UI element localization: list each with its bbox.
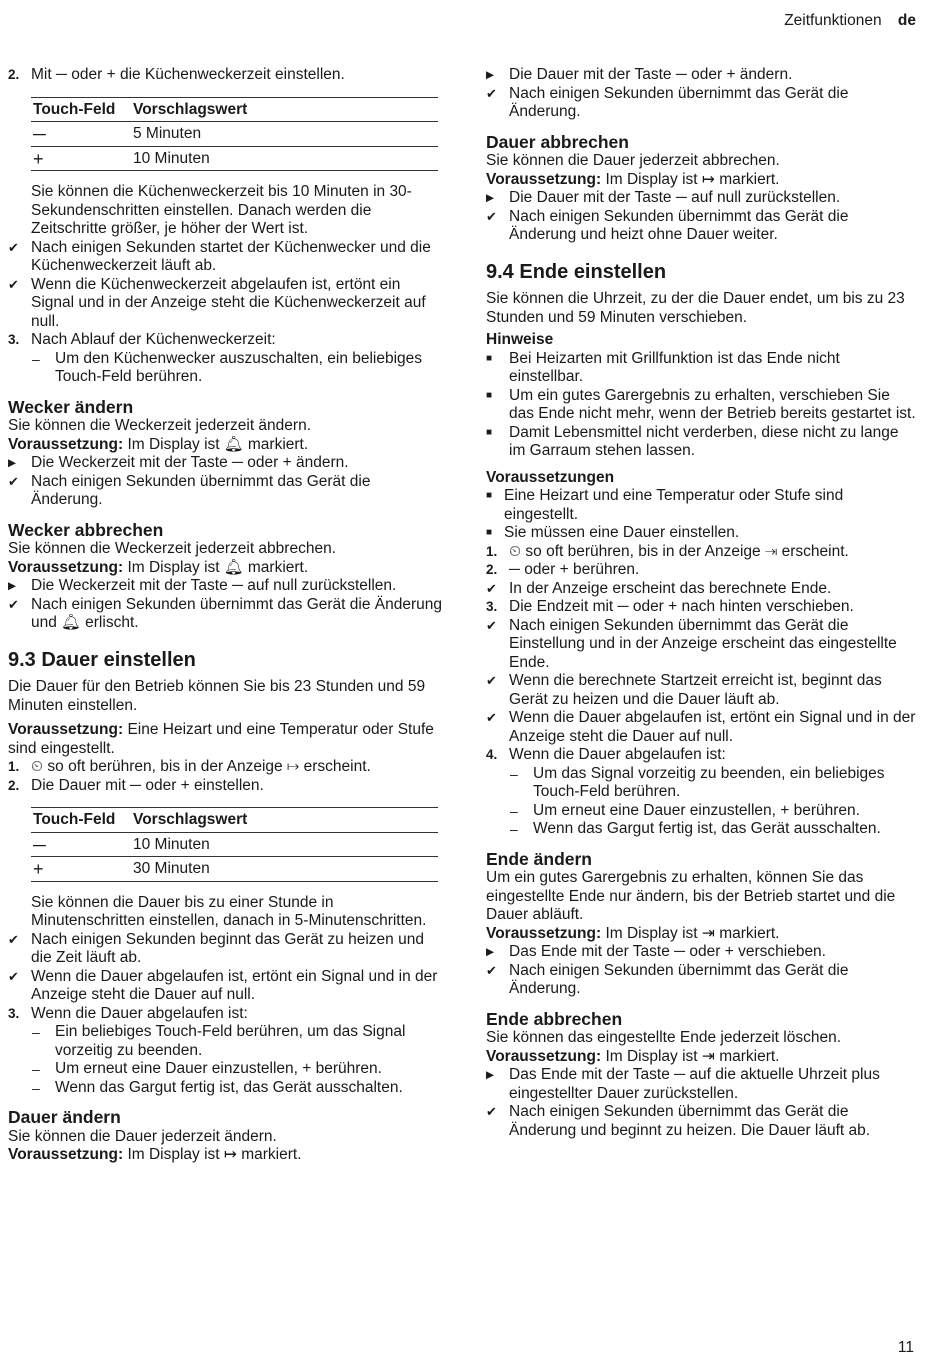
- note-item: [486, 350, 916, 387]
- step-item: [8, 758, 443, 777]
- result-item: [8, 931, 443, 968]
- action-item: [486, 1066, 916, 1103]
- check-icon: ✔: [486, 710, 497, 725]
- result-text: Nach einigen Sekunden übernimmt das Gerät die Änderung.: [31, 472, 371, 508]
- step-number: 1.: [486, 543, 498, 559]
- prerequisite-text: Im Display ist 🔔︎ markiert.: [127, 558, 309, 576]
- check-icon: ✔: [8, 276, 19, 292]
- result-item: [8, 968, 443, 1005]
- section-title: Zeitfunktionen: [784, 12, 882, 29]
- result-text: Nach einigen Sekunden übernimmt das Gerät die Änderung und 🔔︎ erlischt.: [31, 595, 443, 631]
- sub-text: Ein beliebiges Touch-Feld berühren, um das Signal vorzeitig zu beenden.: [55, 1023, 406, 1059]
- square-bullet-icon: ■: [486, 426, 493, 438]
- minus-symbol: ─: [31, 832, 131, 857]
- table-header-touch-field: Touch-Feld: [31, 97, 131, 122]
- table-cell: 10 Minuten: [131, 832, 438, 857]
- result-text: Nach einigen Sekunden übernimmt das Gerät die Änderung und heizt ohne Dauer weiter.: [509, 207, 849, 243]
- step-text: ⏲ so oft berühren, bis in der Anzeige ↦ erscheint.: [31, 758, 371, 775]
- paragraph: Sie können das eingestellte Ende jederzeit löschen.: [486, 1029, 842, 1046]
- prerequisite-label: Voraussetzung:: [486, 1047, 602, 1065]
- sub-item: [8, 1023, 443, 1060]
- triangle-right-icon: ▶: [486, 69, 495, 81]
- prerequisite-text: Im Display ist 🔔︎ markiert.: [127, 435, 309, 453]
- step-item: [486, 561, 916, 580]
- heading-wecker-aendern: Wecker ändern: [8, 396, 134, 417]
- note-item: [486, 387, 916, 424]
- sub-text: Um den Küchenwecker auszuschalten, ein beliebiges Touch-Feld berühren.: [55, 349, 423, 385]
- table-row: [31, 122, 438, 147]
- prerequisite: [8, 436, 443, 455]
- heading-ende-aendern: Ende ändern: [486, 848, 592, 869]
- result-item: [8, 473, 443, 510]
- note-text: Bei Heizarten mit Grillfunktion ist das Ende nicht einstellbar.: [509, 349, 840, 385]
- square-bullet-icon: ■: [486, 389, 493, 401]
- paragraph: Sie können die Weckerzeit jederzeit ändern.: [8, 417, 311, 434]
- plus-symbol: +: [31, 146, 131, 171]
- prerequisite-text: Im Display ist ↦ markiert.: [127, 1146, 302, 1163]
- check-icon: ✔: [8, 473, 19, 489]
- step-text: Wenn die Dauer abgelaufen ist:: [509, 746, 726, 763]
- step-number: 3.: [8, 332, 20, 347]
- check-icon: ✔: [486, 208, 497, 224]
- action-text: Das Ende mit der Taste ─ oder + verschieben.: [509, 943, 826, 960]
- prerequisite: [8, 1146, 443, 1165]
- result-text: Nach einigen Sekunden übernimmt das Gerät die Änderung und beginnt zu heizen. Die Dauer läuft ab.: [509, 1103, 871, 1139]
- result-item: [8, 276, 443, 332]
- action-text: Die Weckerzeit mit der Taste ─ oder + ändern.: [31, 454, 349, 471]
- heading-dauer-aendern: Dauer ändern: [8, 1107, 121, 1127]
- step-text: Wenn die Dauer abgelaufen ist:: [31, 1004, 248, 1022]
- heading-dauer-abbrechen: Dauer abbrechen: [486, 131, 629, 152]
- prerequisite-item: [486, 524, 916, 543]
- square-bullet-icon: ■: [486, 490, 493, 501]
- prerequisite-text: Im Display ist ⇥ markiert.: [605, 1047, 780, 1065]
- square-bullet-icon: ■: [486, 352, 493, 364]
- action-item: [8, 454, 443, 473]
- step-item: [8, 1005, 443, 1024]
- step-number: 2.: [486, 562, 498, 577]
- triangle-right-icon: ▶: [486, 192, 495, 204]
- dash-icon: –: [32, 350, 40, 367]
- note-item: [486, 424, 916, 461]
- table-cell: 30 Minuten: [131, 857, 438, 882]
- prerequisite-text: Eine Heizart und eine Temperatur oder Stufe sind eingestellt.: [8, 721, 434, 757]
- step-text: Die Endzeit mit ─ oder + nach hinten verschieben.: [509, 598, 854, 615]
- result-text: Nach einigen Sekunden startet der Küchenwecker und die Küchenweckerzeit läuft ab.: [31, 238, 431, 274]
- prerequisite: [486, 171, 916, 190]
- heading-ende-einstellen: 9.4 Ende einstellen: [486, 260, 667, 283]
- action-item: [8, 577, 443, 596]
- table-cell: 5 Minuten: [131, 122, 438, 147]
- check-icon: ✔: [8, 596, 19, 612]
- prerequisite: [486, 1048, 916, 1067]
- dash-icon: –: [32, 1061, 40, 1077]
- step-item: [486, 598, 916, 617]
- dash-icon: –: [32, 1024, 40, 1040]
- plus-symbol: +: [31, 857, 131, 882]
- check-icon: ✔: [486, 580, 497, 596]
- result-text: Wenn die berechnete Startzeit erreicht ist, beginnt das Gerät zu heizen und die Dauer läuft ab.: [509, 672, 882, 708]
- sub-text: Wenn das Gargut fertig ist, das Gerät ausschalten.: [533, 820, 881, 837]
- check-icon: ✔: [486, 673, 497, 688]
- step-text: Die Dauer mit ─ oder + einstellen.: [31, 776, 264, 794]
- action-text: Das Ende mit der Taste ─ auf die aktuelle Uhrzeit plus eingestellter Dauer zurückstellen.: [509, 1066, 880, 1102]
- paragraph: Sie können die Weckerzeit jederzeit abbrechen.: [8, 540, 336, 557]
- table-cell: 10 Minuten: [131, 146, 438, 171]
- page-number: 11: [897, 1339, 914, 1356]
- result-item: [486, 617, 916, 673]
- action-item: [486, 943, 916, 962]
- sub-text: Um erneut eine Dauer einzustellen, + berühren.: [55, 1060, 382, 1077]
- paragraph: Um ein gutes Garergebnis zu erhalten, können Sie das eingestellte Ende nur ändern, bis der Betrieb startet und die Dauer abläuft.: [486, 869, 896, 923]
- suggestion-table-duration: [31, 807, 438, 882]
- step-item: [8, 331, 443, 350]
- check-icon: ✔: [486, 1104, 497, 1119]
- sub-text: Um das Signal vorzeitig zu beenden, ein beliebiges Touch-Feld berühren.: [533, 764, 885, 800]
- paragraph: Sie können die Dauer bis zu einer Stunde in Minutenschritten einstellen, danach in 5-Minutenschritten.: [31, 893, 427, 929]
- sub-item: [8, 1079, 443, 1098]
- language-code: de: [897, 12, 916, 29]
- step-number: 3.: [486, 599, 498, 614]
- sub-item: [486, 765, 916, 802]
- table-header-suggested-value: Vorschlagswert: [131, 808, 438, 833]
- notes-heading: Hinweise: [486, 331, 554, 348]
- table-row: [31, 857, 438, 882]
- step-item: [486, 543, 916, 562]
- prerequisite-label: Voraussetzung:: [8, 721, 124, 738]
- action-item: [486, 189, 916, 208]
- paragraph: Sie können die Küchenweckerzeit bis 10 Minuten in 30-Sekundenschritten einstellen. Danach werden die Zeitschritte größer, je höher der Wert ist.: [31, 183, 412, 237]
- result-text: Nach einigen Sekunden beginnt das Gerät zu heizen und die Zeit läuft ab.: [31, 930, 424, 966]
- result-text: Nach einigen Sekunden übernimmt das Gerät die Änderung.: [509, 84, 849, 120]
- triangle-right-icon: ▶: [486, 946, 495, 958]
- result-item: [8, 239, 443, 276]
- paragraph: Sie können die Dauer jederzeit abbrechen.: [486, 152, 780, 169]
- prerequisite-text: Sie müssen eine Dauer einstellen.: [504, 524, 740, 541]
- prerequisite: [8, 721, 443, 758]
- check-icon: ✔: [486, 85, 497, 101]
- square-bullet-icon: ■: [486, 527, 493, 538]
- step-number: 2.: [8, 777, 20, 793]
- prerequisite-label: Voraussetzung:: [8, 435, 124, 453]
- right-column: [486, 66, 916, 1140]
- prerequisite: [8, 559, 443, 578]
- dash-icon: –: [510, 802, 518, 819]
- sub-text: Um erneut eine Dauer einzustellen, + berühren.: [533, 801, 860, 819]
- step-number: 1.: [8, 759, 20, 774]
- paragraph: Die Dauer für den Betrieb können Sie bis 23 Stunden und 59 Minuten einstellen.: [8, 678, 426, 714]
- check-icon: ✔: [486, 962, 497, 978]
- table-row: [31, 832, 438, 857]
- prerequisite-label: Voraussetzung:: [486, 924, 602, 942]
- dash-icon: –: [510, 765, 518, 782]
- action-text: Die Dauer mit der Taste ─ auf null zurückstellen.: [509, 189, 841, 206]
- step-text: Mit ─ oder + die Küchenweckerzeit einstellen.: [31, 66, 345, 83]
- prerequisite-label: Voraussetzung:: [8, 558, 124, 576]
- step-item: [8, 66, 443, 85]
- table-row: [31, 146, 438, 171]
- result-item: [486, 709, 916, 746]
- sub-item: [486, 820, 916, 839]
- heading-dauer-einstellen: 9.3 Dauer einstellen: [8, 648, 196, 671]
- step-text: Nach Ablauf der Küchenweckerzeit:: [31, 331, 276, 348]
- left-column: [8, 66, 443, 1165]
- step-number: 4.: [486, 747, 498, 762]
- dash-icon: –: [32, 1079, 40, 1096]
- note-text: Um ein gutes Garergebnis zu erhalten, verschieben Sie das Ende nicht mehr, wenn der Betrieb bereits gestartet ist.: [509, 386, 916, 422]
- sub-text: Wenn das Gargut fertig ist, das Gerät ausschalten.: [55, 1078, 403, 1096]
- action-item: [486, 66, 916, 85]
- sub-item: [8, 1060, 443, 1079]
- step-text: ⏲ so oft berühren, bis in der Anzeige ⇥ erscheint.: [509, 542, 849, 560]
- minus-symbol: ─: [31, 122, 131, 147]
- step-text: ─ oder + berühren.: [509, 561, 640, 578]
- triangle-right-icon: ▶: [486, 1069, 495, 1081]
- heading-wecker-abbrechen: Wecker abbrechen: [8, 519, 164, 540]
- result-text: Nach einigen Sekunden übernimmt das Gerät die Einstellung und in der Anzeige erscheint das eingestellte Ende.: [509, 616, 897, 671]
- result-item: [8, 596, 443, 633]
- prerequisite-text: Im Display ist ⇥ markiert.: [605, 924, 780, 942]
- suggestion-table-kitchen-timer: [31, 97, 438, 172]
- prerequisite-text: Eine Heizart und eine Temperatur oder Stufe sind eingestellt.: [504, 487, 844, 523]
- result-text: Wenn die Dauer abgelaufen ist, ertönt ein Signal und in der Anzeige steht die Dauer auf null.: [31, 967, 438, 1003]
- prerequisites-heading: Voraussetzungen: [486, 468, 615, 486]
- step-number: 3.: [8, 1005, 20, 1021]
- result-text: Nach einigen Sekunden übernimmt das Gerät die Änderung.: [509, 961, 849, 997]
- result-item: [486, 85, 916, 122]
- page-header: [784, 12, 916, 30]
- check-icon: ✔: [8, 931, 19, 947]
- prerequisite-item: [486, 487, 916, 524]
- prerequisite: [486, 925, 916, 944]
- sub-item: [486, 802, 916, 821]
- triangle-right-icon: ▶: [8, 580, 17, 592]
- dash-icon: –: [510, 821, 518, 837]
- paragraph: Sie können die Uhrzeit, zu der die Dauer endet, um bis zu 23 Stunden und 59 Minuten verschieben.: [486, 290, 905, 326]
- check-icon: ✔: [8, 968, 19, 984]
- check-icon: ✔: [486, 617, 497, 633]
- result-text: In der Anzeige erscheint das berechnete Ende.: [509, 579, 832, 597]
- result-text: Wenn die Küchenweckerzeit abgelaufen ist, ertönt ein Signal und in der Anzeige steht die Küchenweckerzeit auf null.: [31, 275, 426, 330]
- check-icon: ✔: [8, 239, 19, 255]
- paragraph: Sie können die Dauer jederzeit ändern.: [8, 1127, 277, 1145]
- result-text: Wenn die Dauer abgelaufen ist, ertönt ein Signal und in der Anzeige steht die Dauer auf null.: [509, 709, 916, 745]
- result-item: [486, 962, 916, 999]
- prerequisite-label: Voraussetzung:: [486, 170, 602, 188]
- prerequisite-text: Im Display ist ↦ markiert.: [605, 170, 780, 188]
- result-item: [486, 208, 916, 245]
- heading-ende-abbrechen: Ende abbrechen: [486, 1008, 623, 1029]
- step-item: [8, 777, 443, 796]
- sub-item: [8, 350, 443, 387]
- action-text: Die Weckerzeit mit der Taste ─ auf null zurückstellen.: [31, 577, 397, 594]
- triangle-right-icon: ▶: [8, 457, 17, 469]
- result-item: [486, 1103, 916, 1140]
- step-number: 2.: [8, 67, 20, 82]
- table-header-touch-field: Touch-Feld: [31, 808, 131, 833]
- note-text: Damit Lebensmittel nicht verderben, diese nicht zu lange im Garraum stehen lassen.: [509, 423, 899, 459]
- result-item: [486, 580, 916, 599]
- step-item: [486, 746, 916, 765]
- prerequisite-label: Voraussetzung:: [8, 1146, 124, 1163]
- result-item: [486, 672, 916, 709]
- action-text: Die Dauer mit der Taste ─ oder + ändern.: [509, 66, 793, 83]
- table-header-suggested-value: Vorschlagswert: [131, 97, 438, 122]
